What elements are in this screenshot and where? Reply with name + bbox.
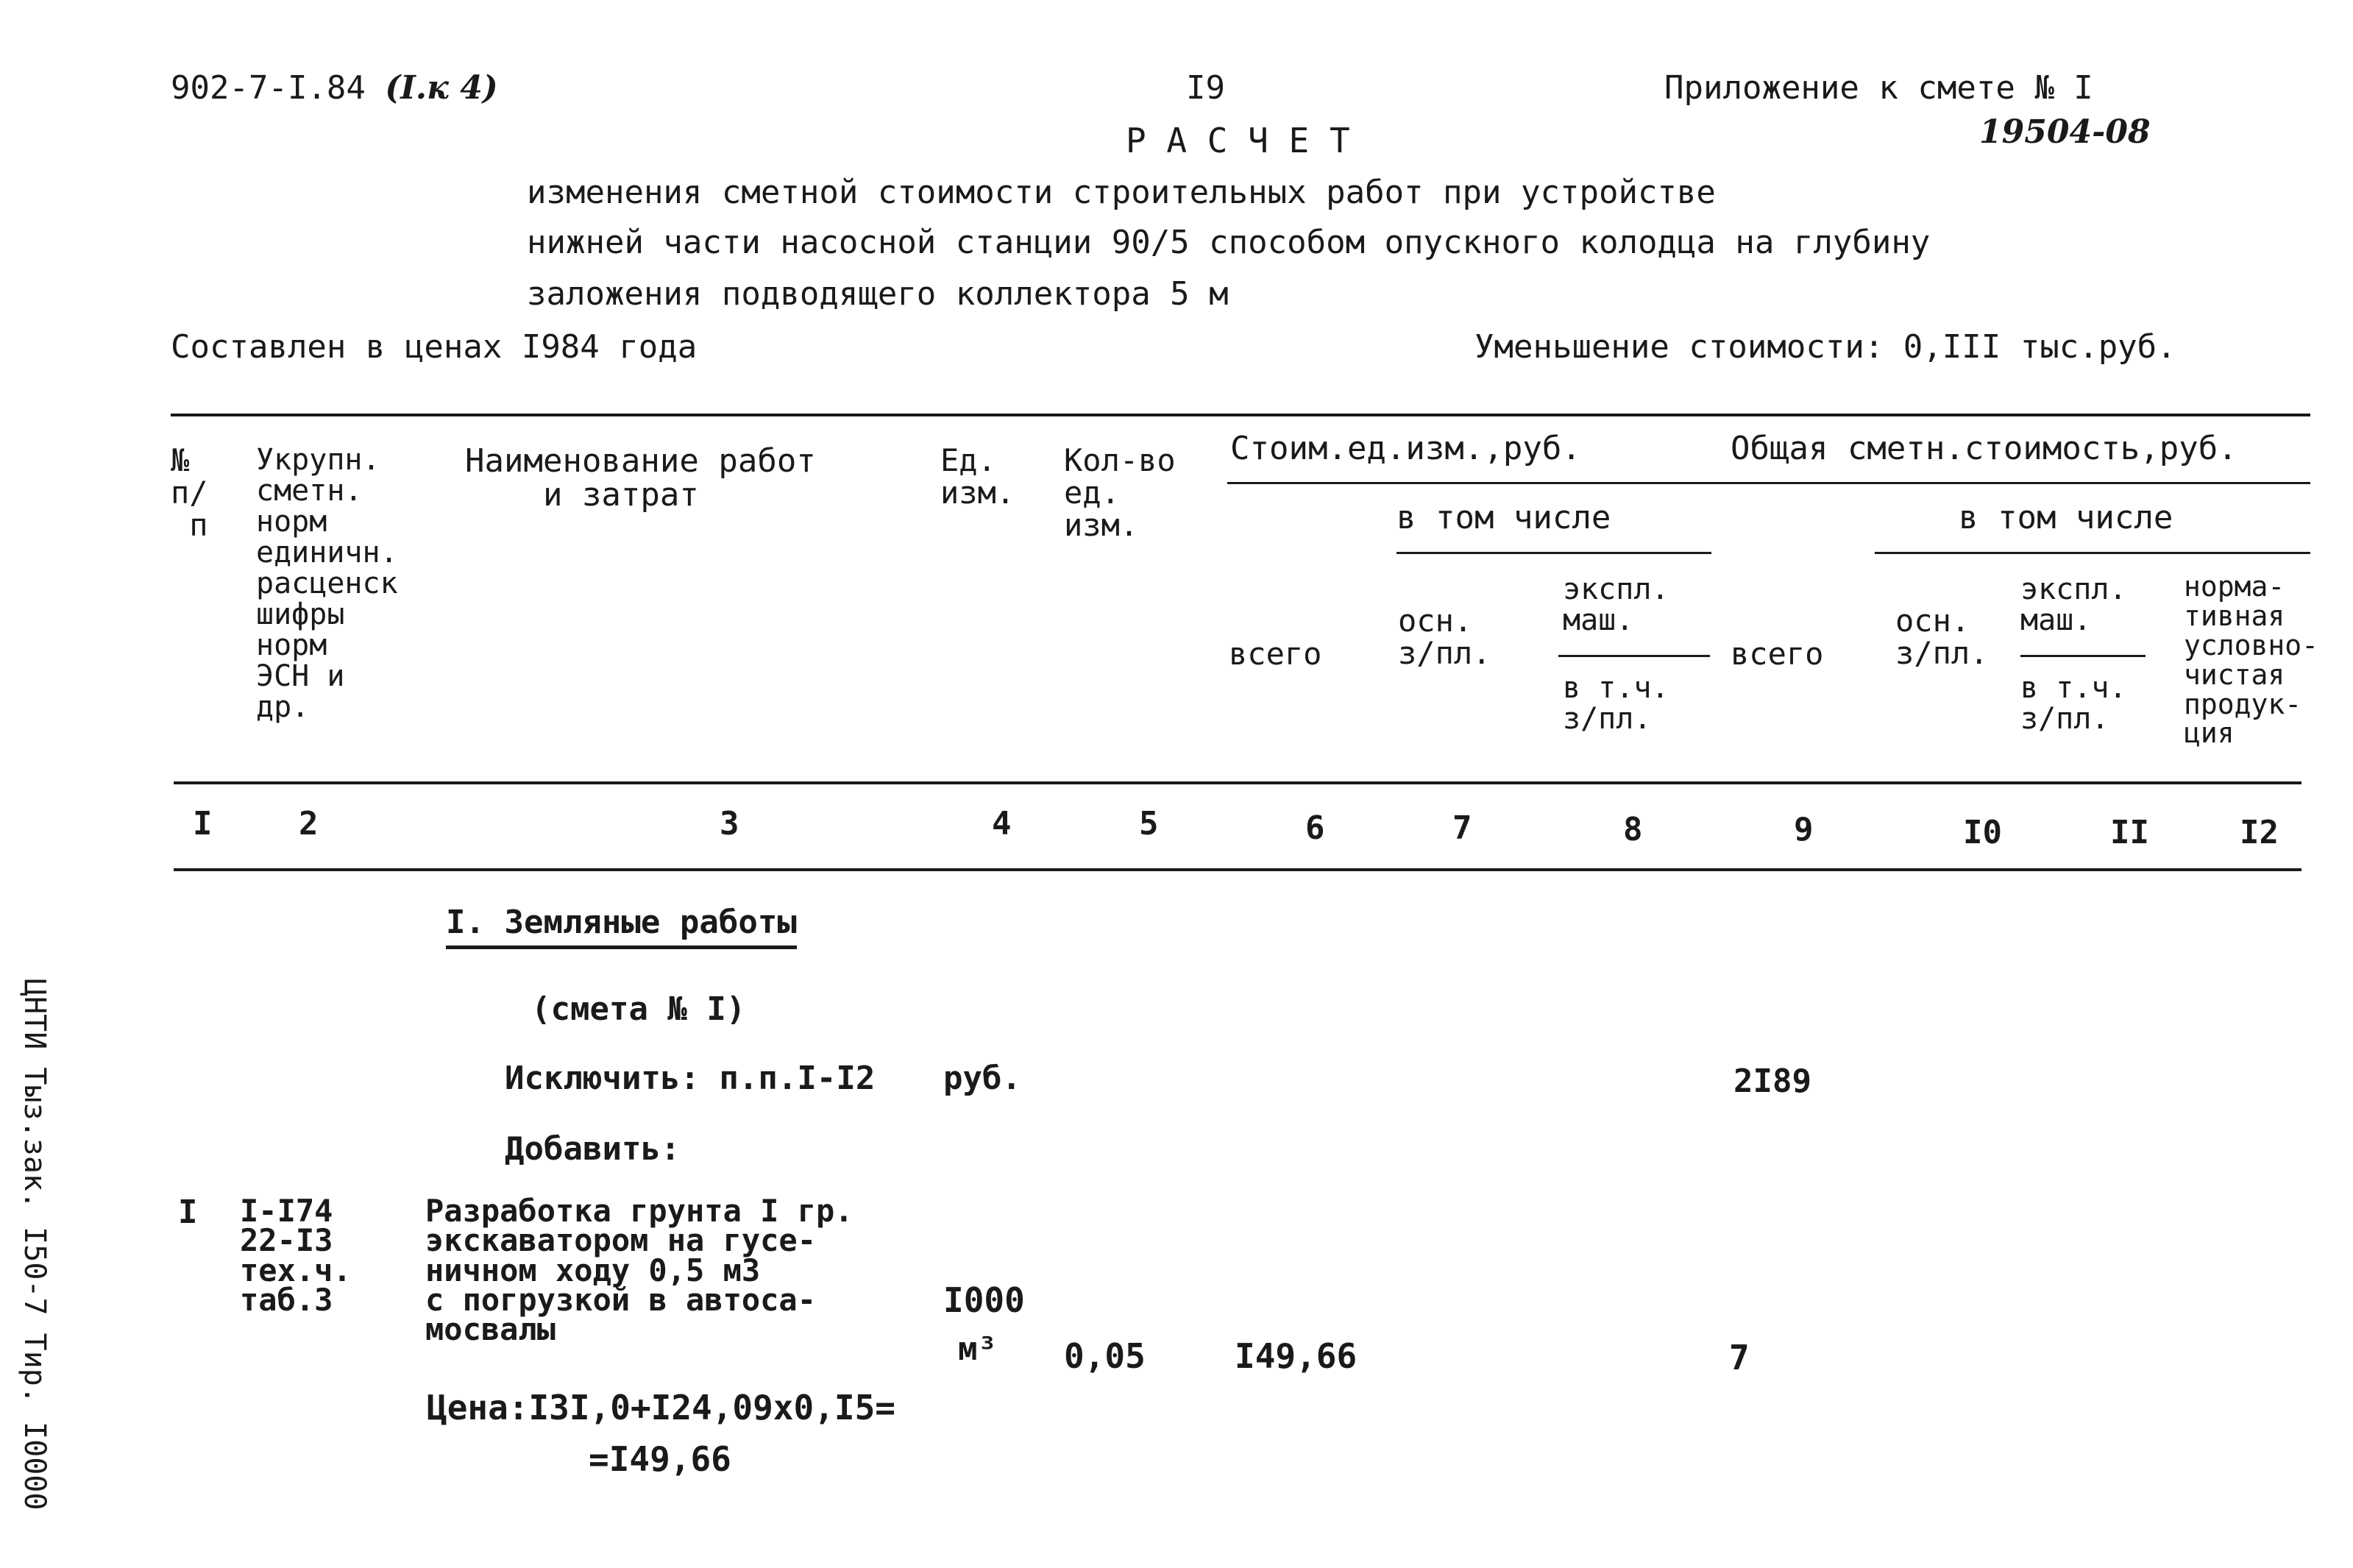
column-number: 5 xyxy=(1139,805,1159,842)
subtitle-line-1: изменения сметной стоимости строительных работ при устройстве xyxy=(527,174,1716,211)
appendix-label: Приложение к смете № I xyxy=(1664,69,2093,107)
subtitle-line-2: нижней части насосной станции 90/5 способом опускного колодца на глубину xyxy=(527,224,1931,261)
exclude-label: Исключить: п.п.I-I2 xyxy=(505,1060,876,1097)
unit-machine-wage-header: в т.ч. з/пл. xyxy=(1563,671,1669,736)
document-code-note: (I.к 4) xyxy=(385,69,498,107)
header-bottom-rule xyxy=(174,781,2301,784)
exclude-total: 2I89 xyxy=(1733,1063,1811,1100)
total-incl-rule xyxy=(1875,552,2310,554)
col-norm-code-header: Укрупн. сметн. норм единичн. расценск шифры норм ЭСН и др. xyxy=(256,443,398,724)
add-label: Добавить: xyxy=(505,1130,681,1168)
column-number: II xyxy=(2110,814,2149,851)
total-cost-group-rule xyxy=(1726,482,2310,484)
row-work-name: Разработка грунта I гр. экскаватором на гусе- ничном ходу 0,5 м3 с погрузкой в автоса- мосвалы xyxy=(425,1193,853,1348)
handwritten-number: 19504-08 xyxy=(1979,113,2151,151)
column-number: I0 xyxy=(1963,814,2002,851)
table-top-rule xyxy=(171,414,2310,416)
column-number: I xyxy=(193,805,213,842)
total-cost-group-header: Общая сметн.стоимость,руб. xyxy=(1731,430,2237,467)
column-numbers-rule xyxy=(174,868,2301,871)
column-number: 2 xyxy=(299,805,319,842)
normative-product-header: норма- тивная условно- чистая продук- ция xyxy=(2184,570,2319,750)
unit-incl-header: в том числе xyxy=(1396,499,1611,536)
unit-machine-rule xyxy=(1558,655,1710,657)
row-unit-line2: м³ xyxy=(958,1330,997,1368)
col-unit-header: Ед. изм. xyxy=(940,442,1015,511)
unit-cost-group-header: Стоим.ед.изм.,руб. xyxy=(1230,430,1581,467)
unit-incl-rule xyxy=(1396,552,1711,554)
subtitle-line-3: заложения подводящего коллектора 5 м xyxy=(527,275,1229,313)
column-number: 9 xyxy=(1794,811,1814,848)
total-base-wage-header: осн. з/пл. xyxy=(1895,603,1989,672)
column-number: 7 xyxy=(1452,809,1472,847)
document-code: 902-7-I.84 xyxy=(171,69,366,107)
prices-year: Составлен в ценах I984 года xyxy=(171,328,698,366)
unit-cost-group-rule xyxy=(1227,482,1729,484)
row-unit-cost: I49,66 xyxy=(1235,1336,1358,1376)
row-norm-code: I-I74 22-I3 тех.ч. таб.3 xyxy=(240,1193,352,1318)
total-machine-rule xyxy=(2020,655,2146,657)
column-number: 8 xyxy=(1623,811,1643,848)
column-number: 3 xyxy=(720,805,739,842)
total-machine-wage-header: в т.ч. з/пл. xyxy=(2020,671,2127,736)
unit-machine-header: экспл. маш. xyxy=(1563,572,1669,637)
column-number: I2 xyxy=(2240,814,2279,851)
column-number: 4 xyxy=(992,805,1012,842)
unit-cost-total-header: всего xyxy=(1229,636,1322,672)
row-total-cost: 7 xyxy=(1729,1338,1750,1377)
row-price-formula: Цена:I3I,0+I24,09х0,I5= xyxy=(427,1388,895,1427)
exclude-unit: руб. xyxy=(943,1060,1021,1097)
section-title: I. Земляные работы xyxy=(446,904,797,949)
total-incl-header: в том числе xyxy=(1959,499,2173,536)
total-machine-header: экспл. маш. xyxy=(2020,572,2127,637)
section-estimate: (смета № I) xyxy=(531,990,746,1028)
total-cost-total-header: всего xyxy=(1731,636,1824,672)
cost-decrease: Уменьшение стоимости: 0,III тыс.руб. xyxy=(1474,328,2176,366)
row-number: I xyxy=(178,1193,198,1231)
unit-base-wage-header: осн. з/пл. xyxy=(1398,603,1491,672)
page-number: I9 xyxy=(1186,69,1225,107)
row-unit-line1: I000 xyxy=(943,1280,1025,1320)
row-price-result: =I49,66 xyxy=(589,1439,731,1479)
col-quantity-header: Кол-во ед. изм. xyxy=(1064,442,1176,544)
document-title: Р А С Ч Е Т xyxy=(1126,121,1350,160)
column-number: 6 xyxy=(1305,809,1325,847)
col-work-name-header: Наименование работ и затрат xyxy=(465,442,816,514)
margin-print-stamp: ЦНТИ Тыз.зак. I50-7 Тир. I0000 xyxy=(18,979,52,1511)
row-quantity: 0,05 xyxy=(1064,1336,1146,1376)
col-number-header: № п/ п xyxy=(171,442,208,544)
